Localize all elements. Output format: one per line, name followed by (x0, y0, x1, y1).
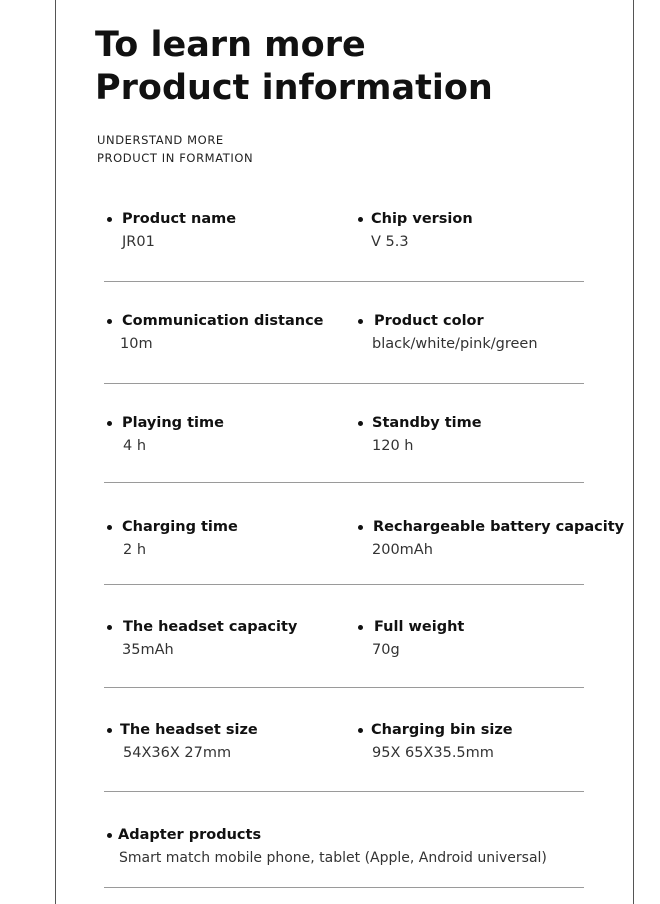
row-divider (104, 887, 584, 888)
spec-label: Playing time (122, 415, 224, 431)
spec-label: Product color (374, 313, 484, 329)
spec-label: Adapter products (118, 827, 262, 843)
left-border-line (55, 0, 56, 904)
spec-label: Full weight (374, 619, 465, 635)
spec-value: JR01 (122, 234, 155, 250)
row-divider (104, 482, 584, 483)
spec-label: Communication distance (122, 313, 324, 329)
bullet-icon (358, 625, 363, 630)
bullet-icon (358, 728, 363, 733)
spec-value: 120 h (372, 438, 414, 454)
spec-label: Chip version (371, 211, 473, 227)
bullet-icon (107, 319, 112, 324)
spec-value: 54X36X 27mm (123, 745, 232, 761)
bullet-icon (107, 728, 112, 733)
spec-label: Product name (122, 211, 237, 227)
spec-value: 35mAh (122, 642, 174, 658)
bullet-icon (107, 625, 112, 630)
row-divider (104, 584, 584, 585)
spec-value: V 5.3 (371, 234, 409, 250)
spec-label: Charging bin size (371, 722, 513, 738)
bullet-icon (107, 525, 112, 530)
title-line-2: Product information (95, 68, 493, 108)
bullet-icon (358, 319, 363, 324)
subtitle-line-1: UNDERSTAND MORE (97, 133, 224, 147)
spec-label: Rechargeable battery capacity (373, 519, 625, 535)
spec-value: 200mAh (372, 542, 433, 558)
bullet-icon (107, 421, 112, 426)
row-divider (104, 281, 584, 282)
spec-label: Charging time (122, 519, 238, 535)
spec-value: 4 h (123, 438, 147, 454)
spec-value: 10m (120, 336, 153, 352)
bullet-icon (358, 421, 363, 426)
bullet-icon (358, 525, 363, 530)
spec-value: 95X 65X35.5mm (372, 745, 494, 761)
page-title (95, 24, 493, 110)
bullet-icon (107, 217, 112, 222)
bullet-icon (107, 833, 112, 838)
bullet-icon (358, 217, 363, 222)
right-border-line (633, 0, 634, 904)
spec-label: The headset size (120, 722, 258, 738)
spec-value: Smart match mobile phone, tablet (Apple, Android universal) (119, 850, 547, 866)
title-line-1: To learn more (95, 25, 366, 65)
row-divider (104, 791, 584, 792)
spec-value: black/white/pink/green (372, 336, 538, 352)
page-subtitle (97, 131, 253, 167)
spec-label: The headset capacity (123, 619, 298, 635)
spec-value: 2 h (123, 542, 147, 558)
row-divider (104, 383, 584, 384)
spec-value: 70g (372, 642, 400, 658)
spec-label: Standby time (372, 415, 482, 431)
subtitle-line-2: PRODUCT IN FORMATION (97, 151, 254, 165)
row-divider (104, 687, 584, 688)
